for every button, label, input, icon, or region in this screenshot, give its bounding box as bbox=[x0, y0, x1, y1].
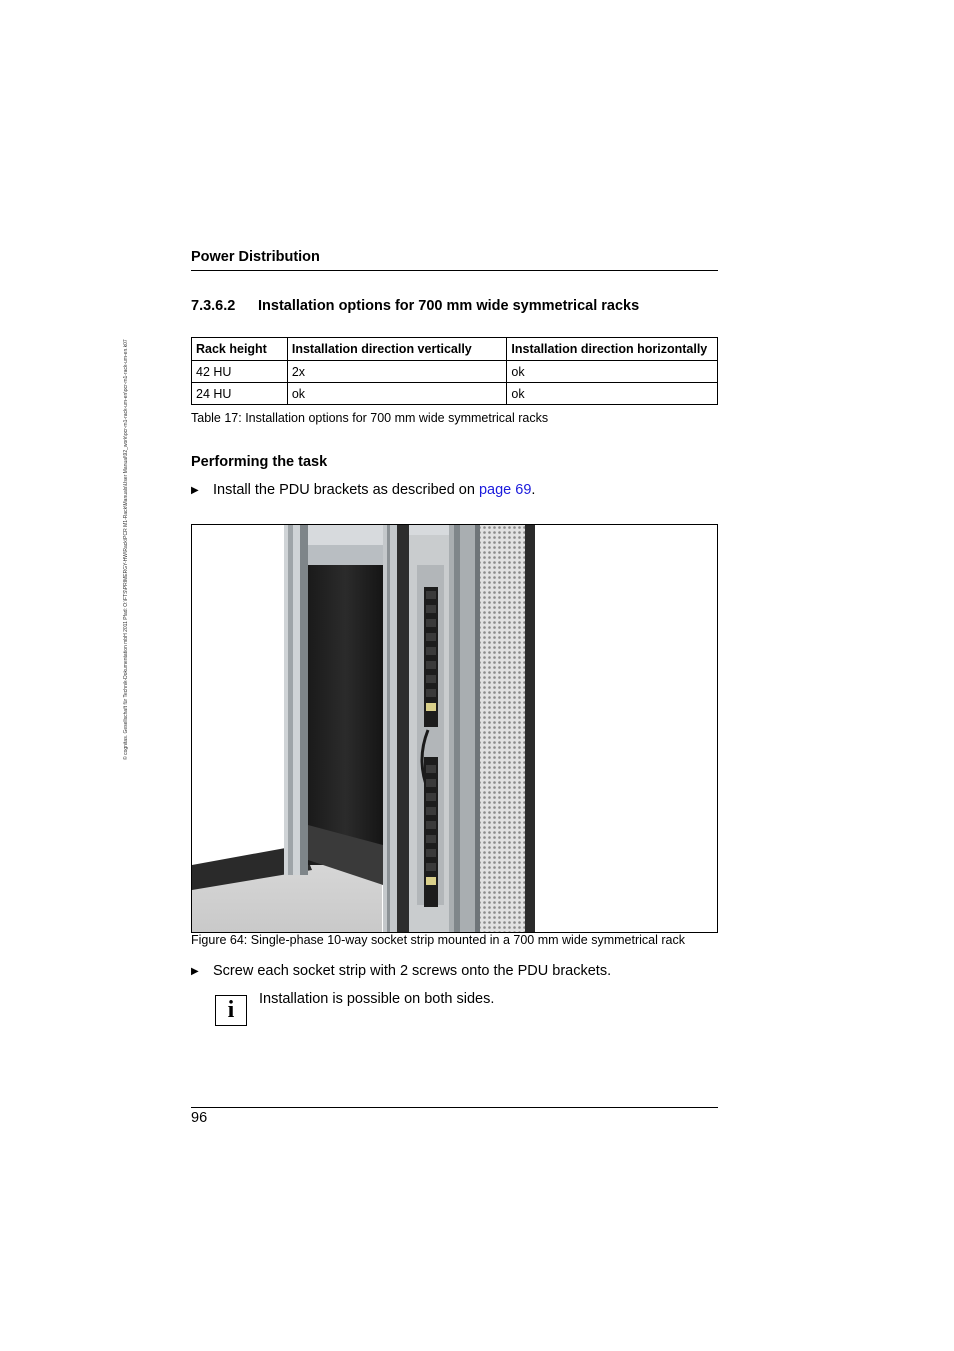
table-header-row bbox=[192, 338, 718, 361]
triangle-bullet-icon: ▶ bbox=[191, 966, 199, 977]
triangle-bullet-icon: ▶ bbox=[191, 485, 199, 496]
step-1 bbox=[191, 482, 535, 498]
side-note-text: © cognitas. Gesellschaft für Technik-Dokumentation mbH 2011 Pfad: O:\FTS\PRIMERGY-HW\Rack\PCR M1-Rack\Manuals\User Manual\92_work\pcr-m1-rack-um-en\pcr-m1-rack-um-en.k07 bbox=[123, 339, 129, 760]
table-row bbox=[192, 383, 718, 405]
page-link[interactable]: page 69 bbox=[478, 482, 532, 498]
section-title bbox=[191, 298, 639, 314]
figure-caption: Figure 64: Single-phase 10-way socket strip mounted in a 700 mm wide symmetrical rack bbox=[191, 933, 685, 947]
column-header: Installation direction horizontally bbox=[507, 338, 718, 361]
table-row bbox=[192, 361, 718, 383]
section-number: 7.3.6.2 bbox=[191, 298, 236, 314]
column-header: Rack height bbox=[192, 338, 288, 361]
step-1-text: Install the PDU brackets as described on bbox=[213, 482, 479, 498]
table-cell: ok bbox=[287, 383, 507, 405]
table-cell: ok bbox=[507, 361, 718, 383]
column-header: Installation direction vertically bbox=[287, 338, 507, 361]
side-note bbox=[123, 240, 131, 760]
table-cell: 24 HU bbox=[192, 383, 288, 405]
info-glyph: i bbox=[227, 997, 235, 1023]
rack-photo-illustration bbox=[192, 525, 717, 932]
header-title: Power Distribution bbox=[191, 249, 320, 265]
table-cell: 42 HU bbox=[192, 361, 288, 383]
footer-divider bbox=[191, 1107, 718, 1108]
task-heading: Performing the task bbox=[191, 454, 328, 470]
section-heading: Installation options for 700 mm wide symmetrical racks bbox=[258, 298, 640, 314]
running-header bbox=[191, 249, 718, 271]
table-cell: ok bbox=[507, 383, 718, 405]
info-icon bbox=[215, 995, 247, 1026]
installation-options-table bbox=[191, 337, 718, 405]
info-note: Installation is possible on both sides. bbox=[259, 991, 495, 1007]
table-cell: 2x bbox=[287, 361, 507, 383]
table-caption: Table 17: Installation options for 700 mm wide symmetrical racks bbox=[191, 411, 549, 425]
step-2-text: Screw each socket strip with 2 screws onto the PDU brackets. bbox=[213, 963, 612, 979]
rack-photo bbox=[191, 524, 718, 933]
page-number: 96 bbox=[191, 1110, 208, 1126]
step-1-end: . bbox=[531, 482, 536, 498]
step-2 bbox=[191, 963, 611, 979]
